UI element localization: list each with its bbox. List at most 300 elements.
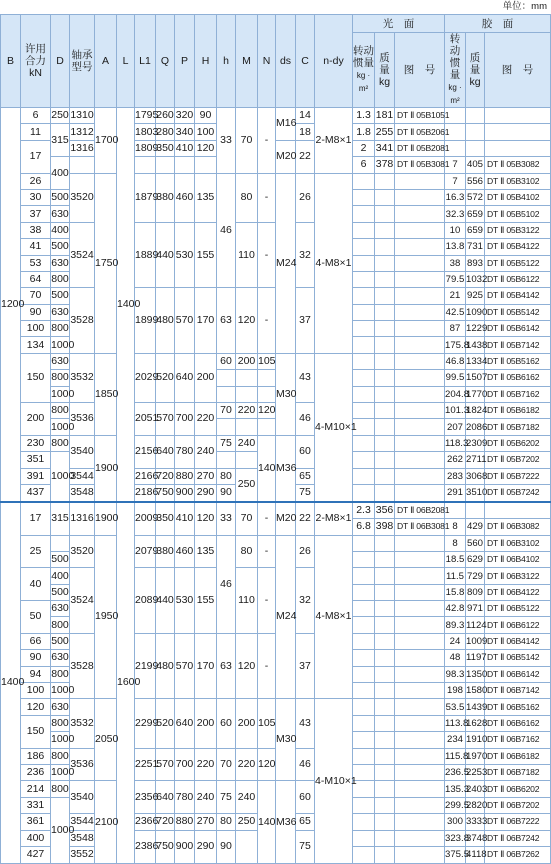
d-cell: 1000: [51, 419, 70, 435]
m-cell: 120: [236, 633, 258, 699]
rubber-drawing-cell: DT Ⅱ 05B7202: [485, 452, 551, 468]
table-row: [1, 699, 551, 715]
smooth-inertia-cell: [353, 699, 375, 715]
rubber-mass-cell: 1090: [466, 304, 485, 320]
smooth-inertia-cell: [353, 435, 375, 451]
d-cell: 800: [51, 666, 70, 682]
load-cell: 25: [21, 535, 51, 568]
rubber-mass-cell: 1009: [466, 633, 485, 649]
p-cell: 900: [175, 830, 195, 863]
rubber-inertia-cell: 198: [445, 683, 466, 699]
smooth-mass-cell: [375, 435, 395, 451]
smooth-inertia-cell: [353, 403, 375, 419]
p-cell: 460: [175, 535, 195, 568]
q-cell: 440: [156, 568, 175, 634]
smooth-drawing-cell: [395, 814, 445, 830]
smooth-mass-cell: [375, 781, 395, 797]
d-cell: 315: [51, 124, 70, 157]
load-cell: 70: [21, 288, 51, 304]
smooth-drawing-cell: [395, 271, 445, 287]
bearing-cell: 3532: [70, 353, 95, 402]
h-upper-cell: 220: [195, 403, 217, 436]
n-cell: -: [258, 222, 276, 288]
c-cell: 14: [296, 108, 315, 124]
rubber-drawing-cell: DT Ⅱ 06B7222: [485, 814, 551, 830]
rubber-mass-cell: 4118: [466, 846, 485, 863]
l1-cell: 1889: [135, 222, 156, 288]
smooth-mass-cell: [375, 797, 395, 813]
c-cell: 32: [296, 222, 315, 288]
smooth-drawing-cell: [395, 551, 445, 567]
smooth-mass-cell: [375, 601, 395, 617]
load-cell: 391: [21, 468, 51, 484]
q-cell: 520: [156, 699, 175, 748]
rubber-mass-cell: 405: [466, 157, 485, 173]
smooth-mass-cell: 181: [375, 108, 395, 124]
rubber-drawing-cell: DT Ⅱ 06B6182: [485, 748, 551, 764]
rubber-inertia-cell: 375.5: [445, 846, 466, 863]
rubber-drawing-cell: DT Ⅱ 05B5142: [485, 304, 551, 320]
smooth-mass-cell: [375, 173, 395, 189]
rubber-inertia-cell: 99.5: [445, 370, 466, 386]
rubber-drawing-cell: DT Ⅱ 06B3082: [485, 519, 551, 535]
p-cell: 530: [175, 568, 195, 634]
d-cell: 250: [51, 108, 70, 124]
smooth-inertia-cell: [353, 846, 375, 863]
rubber-mass-cell: 560: [466, 535, 485, 551]
c-cell: 18: [296, 124, 315, 140]
table-row: [1, 502, 551, 519]
bearing-cell: 3528: [70, 288, 95, 354]
smooth-drawing-cell: [395, 173, 445, 189]
rubber-inertia-cell: 300: [445, 814, 466, 830]
q-cell: 260: [156, 108, 175, 124]
smooth-inertia-cell: [353, 288, 375, 304]
smooth-mass-cell: [375, 551, 395, 567]
ndy-cell: 2-M8×1: [315, 108, 353, 174]
h-upper-cell: 200: [195, 353, 217, 402]
rubber-drawing-cell: DT Ⅱ 05B6142: [485, 321, 551, 337]
l1-cell: 2089: [135, 568, 156, 634]
ds-cell: M24: [276, 173, 296, 353]
rubber-inertia-cell: 38: [445, 255, 466, 271]
h-upper-cell: 90: [195, 108, 217, 124]
header-q: Q: [156, 15, 175, 108]
smooth-inertia-cell: [353, 222, 375, 238]
smooth-inertia-cell: [353, 633, 375, 649]
rubber-mass-cell: 2086: [466, 419, 485, 435]
smooth-mass-cell: [375, 666, 395, 682]
c-cell: 43: [296, 699, 315, 748]
rubber-mass-cell: 1507: [466, 370, 485, 386]
d-cell: 630: [51, 206, 70, 222]
rubber-inertia-cell: 262: [445, 452, 466, 468]
d-cell: 630: [51, 353, 70, 369]
c-cell: 26: [296, 173, 315, 222]
d-cell: 1000: [51, 683, 70, 699]
l1-cell: 2199: [135, 633, 156, 699]
load-cell: 230: [21, 435, 51, 451]
bearing-cell: 3540: [70, 781, 95, 814]
l1-cell: 2051: [135, 403, 156, 436]
header-bearing: 轴承型号: [70, 15, 95, 108]
load-cell: 200: [21, 403, 51, 436]
rubber-mass-cell: [466, 124, 485, 140]
h-lower-cell: 70: [217, 403, 236, 419]
smooth-drawing-cell: [395, 846, 445, 863]
rubber-inertia-cell: 48: [445, 650, 466, 666]
rubber-inertia-cell: 79.5: [445, 271, 466, 287]
n-cell: 120: [258, 403, 276, 419]
rubber-inertia-cell: 113.8: [445, 715, 466, 731]
header-c: C: [296, 15, 315, 108]
table-row: [1, 108, 551, 124]
ds-cell: M36: [276, 781, 296, 864]
m-cell: [236, 452, 258, 468]
smooth-drawing-cell: [395, 386, 445, 402]
rubber-mass-cell: 3068: [466, 468, 485, 484]
m-cell: 240: [236, 781, 258, 814]
bearing-cell: 3548: [70, 830, 95, 846]
rubber-mass-cell: 2711: [466, 452, 485, 468]
smooth-mass-cell: 356: [375, 502, 395, 519]
rubber-drawing-cell: DT Ⅱ 05B3082: [485, 157, 551, 173]
n-cell: -: [258, 633, 276, 699]
l1-cell: 1803: [135, 124, 156, 140]
rubber-drawing-cell: DT Ⅱ 05B7242: [485, 484, 551, 501]
bearing-cell: 3548: [70, 484, 95, 501]
smooth-inertia-cell: [353, 732, 375, 748]
p-cell: 700: [175, 748, 195, 781]
smooth-drawing-cell: DT Ⅱ 06B2081: [395, 502, 445, 519]
smooth-mass-cell: [375, 484, 395, 501]
smooth-mass-cell: [375, 386, 395, 402]
smooth-inertia-cell: [353, 353, 375, 369]
n-cell: [258, 419, 276, 435]
n-cell: -: [258, 568, 276, 634]
n-cell: 105: [258, 353, 276, 369]
smooth-inertia-cell: [353, 797, 375, 813]
bearing-cell: 1316: [70, 140, 95, 156]
p-cell: 880: [175, 468, 195, 484]
l1-cell: 1899: [135, 288, 156, 354]
h-upper-cell: 270: [195, 814, 217, 830]
c-cell: 43: [296, 353, 315, 402]
header-m: M: [236, 15, 258, 108]
h-upper-cell: [195, 157, 217, 173]
l1-cell: 2079: [135, 535, 156, 568]
h-lower-cell: 80: [217, 468, 236, 484]
c-cell: 65: [296, 468, 315, 484]
d-cell: 1000: [51, 386, 70, 402]
h-upper-cell: 290: [195, 830, 217, 863]
smooth-mass-cell: [375, 288, 395, 304]
q-cell: 350: [156, 502, 175, 535]
smooth-mass-cell: [375, 222, 395, 238]
a-cell: 1950: [95, 535, 117, 699]
bearing-cell: 3544: [70, 468, 95, 484]
rubber-drawing-cell: DT Ⅱ 05B6122: [485, 271, 551, 287]
h-upper-cell: 100: [195, 124, 217, 140]
ds-cell: M30: [276, 699, 296, 781]
smooth-drawing-cell: [395, 601, 445, 617]
smooth-drawing-cell: [395, 748, 445, 764]
rubber-drawing-cell: DT Ⅱ 06B3102: [485, 535, 551, 551]
smooth-drawing-cell: [395, 484, 445, 501]
rubber-drawing-cell: DT Ⅱ 06B7162: [485, 732, 551, 748]
m-cell: 200: [236, 699, 258, 748]
header-ndy: n-dy: [315, 15, 353, 108]
q-cell: 380: [156, 173, 175, 222]
smooth-drawing-cell: [395, 732, 445, 748]
rubber-inertia-cell: 291: [445, 484, 466, 501]
rubber-drawing-cell: DT Ⅱ 05B6182: [485, 403, 551, 419]
n-cell: 120: [258, 748, 276, 781]
h-lower-cell: 60: [217, 699, 236, 748]
smooth-inertia-cell: [353, 601, 375, 617]
header-p: P: [175, 15, 195, 108]
bearing-cell: [70, 157, 95, 173]
ndy-cell: 4-M10×1: [315, 353, 353, 501]
load-cell: 331: [21, 797, 51, 813]
rubber-mass-cell: 893: [466, 255, 485, 271]
rubber-mass-cell: [466, 140, 485, 156]
smooth-drawing-cell: DT Ⅱ 05B2081: [395, 140, 445, 156]
bearing-cell: 3536: [70, 748, 95, 781]
load-cell: 17: [21, 140, 51, 173]
l1-cell: 2356: [135, 781, 156, 814]
d-cell: 630: [51, 255, 70, 271]
smooth-inertia-cell: [353, 535, 375, 551]
smooth-drawing-cell: [395, 452, 445, 468]
rubber-inertia-cell: 236.5: [445, 765, 466, 781]
rubber-mass-cell: 659: [466, 206, 485, 222]
rubber-inertia-cell: 98.3: [445, 666, 466, 682]
rubber-mass-cell: [466, 502, 485, 519]
m-cell: 250: [236, 814, 258, 830]
a-cell: 1900: [95, 435, 117, 501]
smooth-mass-cell: [375, 699, 395, 715]
d-cell: 1000: [51, 797, 70, 863]
rubber-inertia-cell: 234: [445, 732, 466, 748]
h-upper-cell: 135: [195, 535, 217, 568]
c-cell: 37: [296, 633, 315, 699]
rubber-drawing-cell: DT Ⅱ 05B6202: [485, 435, 551, 451]
smooth-inertia-cell: [353, 551, 375, 567]
load-cell: 150: [21, 715, 51, 748]
a-cell: 1750: [95, 173, 117, 353]
rubber-mass-cell: 2253: [466, 765, 485, 781]
rubber-inertia-cell: 8: [445, 535, 466, 551]
p-cell: 780: [175, 435, 195, 468]
smooth-drawing-cell: [395, 584, 445, 600]
m-cell: 220: [236, 748, 258, 781]
rubber-mass-cell: 925: [466, 288, 485, 304]
h-lower-cell: 75: [217, 435, 236, 451]
q-cell: 350: [156, 140, 175, 156]
header-load: 许用合力kN: [21, 15, 51, 108]
d-cell: 800: [51, 321, 70, 337]
d-cell: 500: [51, 288, 70, 304]
smooth-mass-cell: 341: [375, 140, 395, 156]
rubber-mass-cell: 1334: [466, 353, 485, 369]
smooth-mass-cell: [375, 321, 395, 337]
rubber-mass-cell: 809: [466, 584, 485, 600]
rubber-drawing-cell: DT Ⅱ 06B7182: [485, 765, 551, 781]
rubber-drawing-cell: DT Ⅱ 05B7182: [485, 419, 551, 435]
c-cell: 60: [296, 781, 315, 814]
h-lower-cell: 70: [217, 748, 236, 781]
bearing-cell: 3540: [70, 435, 95, 468]
load-cell: 38: [21, 222, 51, 238]
header-ds: ds: [276, 15, 296, 108]
smooth-drawing-cell: [395, 189, 445, 205]
p-cell: 340: [175, 124, 195, 140]
d-cell: 315: [51, 502, 70, 535]
rubber-inertia-cell: 42.8: [445, 601, 466, 617]
smooth-mass-cell: [375, 633, 395, 649]
rubber-inertia-cell: 115.8: [445, 748, 466, 764]
smooth-drawing-cell: DT Ⅱ 05B3081: [395, 157, 445, 173]
smooth-drawing-cell: [395, 535, 445, 551]
smooth-inertia-cell: [353, 206, 375, 222]
rubber-drawing-cell: DT Ⅱ 05B3122: [485, 222, 551, 238]
rubber-mass-cell: 1032: [466, 271, 485, 287]
smooth-mass-cell: 378: [375, 157, 395, 173]
rubber-drawing-cell: DT Ⅱ 06B7262: [485, 846, 551, 863]
rubber-mass-cell: 659: [466, 222, 485, 238]
smooth-drawing-cell: [395, 715, 445, 731]
smooth-inertia-cell: [353, 814, 375, 830]
smooth-drawing-cell: [395, 255, 445, 271]
bearing-cell: 3544: [70, 814, 95, 830]
d-cell: 1000: [51, 732, 70, 748]
h-upper-cell: 135: [195, 173, 217, 222]
q-cell: 720: [156, 814, 175, 830]
smooth-drawing-cell: [395, 617, 445, 633]
table-row: [1, 140, 551, 156]
smooth-mass-cell: [375, 468, 395, 484]
smooth-drawing-cell: [395, 435, 445, 451]
rubber-inertia-cell: 7: [445, 157, 466, 173]
header-b: B: [1, 15, 21, 108]
rubber-inertia-cell: 299.5: [445, 797, 466, 813]
m-cell: 70: [236, 502, 258, 535]
rubber-drawing-cell: [485, 108, 551, 124]
smooth-inertia-cell: [353, 830, 375, 846]
h-lower-cell: 46: [217, 173, 236, 288]
m-cell: 250: [236, 468, 258, 501]
rubber-mass-cell: 1770: [466, 386, 485, 402]
smooth-inertia-cell: [353, 173, 375, 189]
m-cell: 220: [236, 403, 258, 419]
rubber-mass-cell: 1197: [466, 650, 485, 666]
load-cell: 100: [21, 683, 51, 699]
ds-cell: M20: [276, 140, 296, 173]
smooth-drawing-cell: [395, 206, 445, 222]
smooth-inertia-cell: 2.3: [353, 502, 375, 519]
rubber-mass-cell: 2820: [466, 797, 485, 813]
smooth-mass-cell: [375, 568, 395, 584]
h-upper-cell: 170: [195, 288, 217, 354]
smooth-inertia-cell: 1.8: [353, 124, 375, 140]
smooth-drawing-cell: [395, 222, 445, 238]
smooth-drawing-cell: [395, 797, 445, 813]
header-d: D: [51, 15, 70, 108]
rubber-inertia-cell: 10: [445, 222, 466, 238]
q-cell: 440: [156, 222, 175, 288]
p-cell: 780: [175, 781, 195, 814]
c-cell: 75: [296, 484, 315, 501]
l1-cell: 2186: [135, 484, 156, 501]
l1-cell: 1809: [135, 140, 156, 156]
smooth-inertia-cell: [353, 715, 375, 731]
table-row: [1, 781, 551, 797]
m-cell: 70: [236, 108, 258, 174]
c-cell: 60: [296, 435, 315, 468]
d-cell: 1000: [51, 452, 70, 502]
ndy-cell: 4-M8×1: [315, 173, 353, 353]
rubber-mass-cell: 1910: [466, 732, 485, 748]
load-cell: 361: [21, 814, 51, 830]
m-cell: [236, 419, 258, 435]
smooth-inertia-cell: [353, 255, 375, 271]
rubber-mass-cell: 1824: [466, 403, 485, 419]
rubber-inertia-cell: 135.3: [445, 781, 466, 797]
load-cell: 351: [21, 452, 51, 468]
a-cell: 1700: [95, 108, 117, 174]
smooth-drawing-cell: [395, 830, 445, 846]
smooth-inertia-cell: [353, 666, 375, 682]
n-cell: 140: [258, 781, 276, 864]
d-cell: 800: [51, 781, 70, 797]
rubber-drawing-cell: DT Ⅱ 06B6202: [485, 781, 551, 797]
load-cell: 64: [21, 271, 51, 287]
rubber-mass-cell: 729: [466, 568, 485, 584]
h-upper-cell: 170: [195, 633, 217, 699]
rubber-inertia-cell: 175.8: [445, 337, 466, 353]
smooth-mass-cell: [375, 337, 395, 353]
h-lower-cell: 80: [217, 814, 236, 830]
smooth-drawing-cell: [395, 633, 445, 649]
smooth-mass-cell: [375, 304, 395, 320]
h-lower-cell: [217, 452, 236, 468]
rubber-mass-cell: 3510: [466, 484, 485, 501]
ds-cell: M30: [276, 353, 296, 435]
p-cell: 570: [175, 288, 195, 354]
smooth-inertia-cell: [353, 584, 375, 600]
l1-cell: 2299: [135, 699, 156, 748]
rubber-inertia-cell: 13.8: [445, 239, 466, 255]
d-cell: 630: [51, 601, 70, 617]
smooth-mass-cell: [375, 255, 395, 271]
rubber-mass-cell: 2309: [466, 435, 485, 451]
p-cell: 640: [175, 699, 195, 748]
smooth-drawing-cell: [395, 468, 445, 484]
q-cell: 480: [156, 633, 175, 699]
h-upper-cell: 240: [195, 435, 217, 468]
header-rubber-drawing: 图 号: [485, 33, 551, 108]
smooth-inertia-cell: [353, 189, 375, 205]
load-cell: 236: [21, 765, 51, 781]
load-cell: 26: [21, 173, 51, 189]
p-cell: 410: [175, 140, 195, 156]
rubber-inertia-cell: 11.5: [445, 568, 466, 584]
q-cell: 280: [156, 124, 175, 140]
rubber-drawing-cell: DT Ⅱ 05B7222: [485, 468, 551, 484]
rubber-inertia-cell: 207: [445, 419, 466, 435]
rubber-inertia-cell: 24: [445, 633, 466, 649]
